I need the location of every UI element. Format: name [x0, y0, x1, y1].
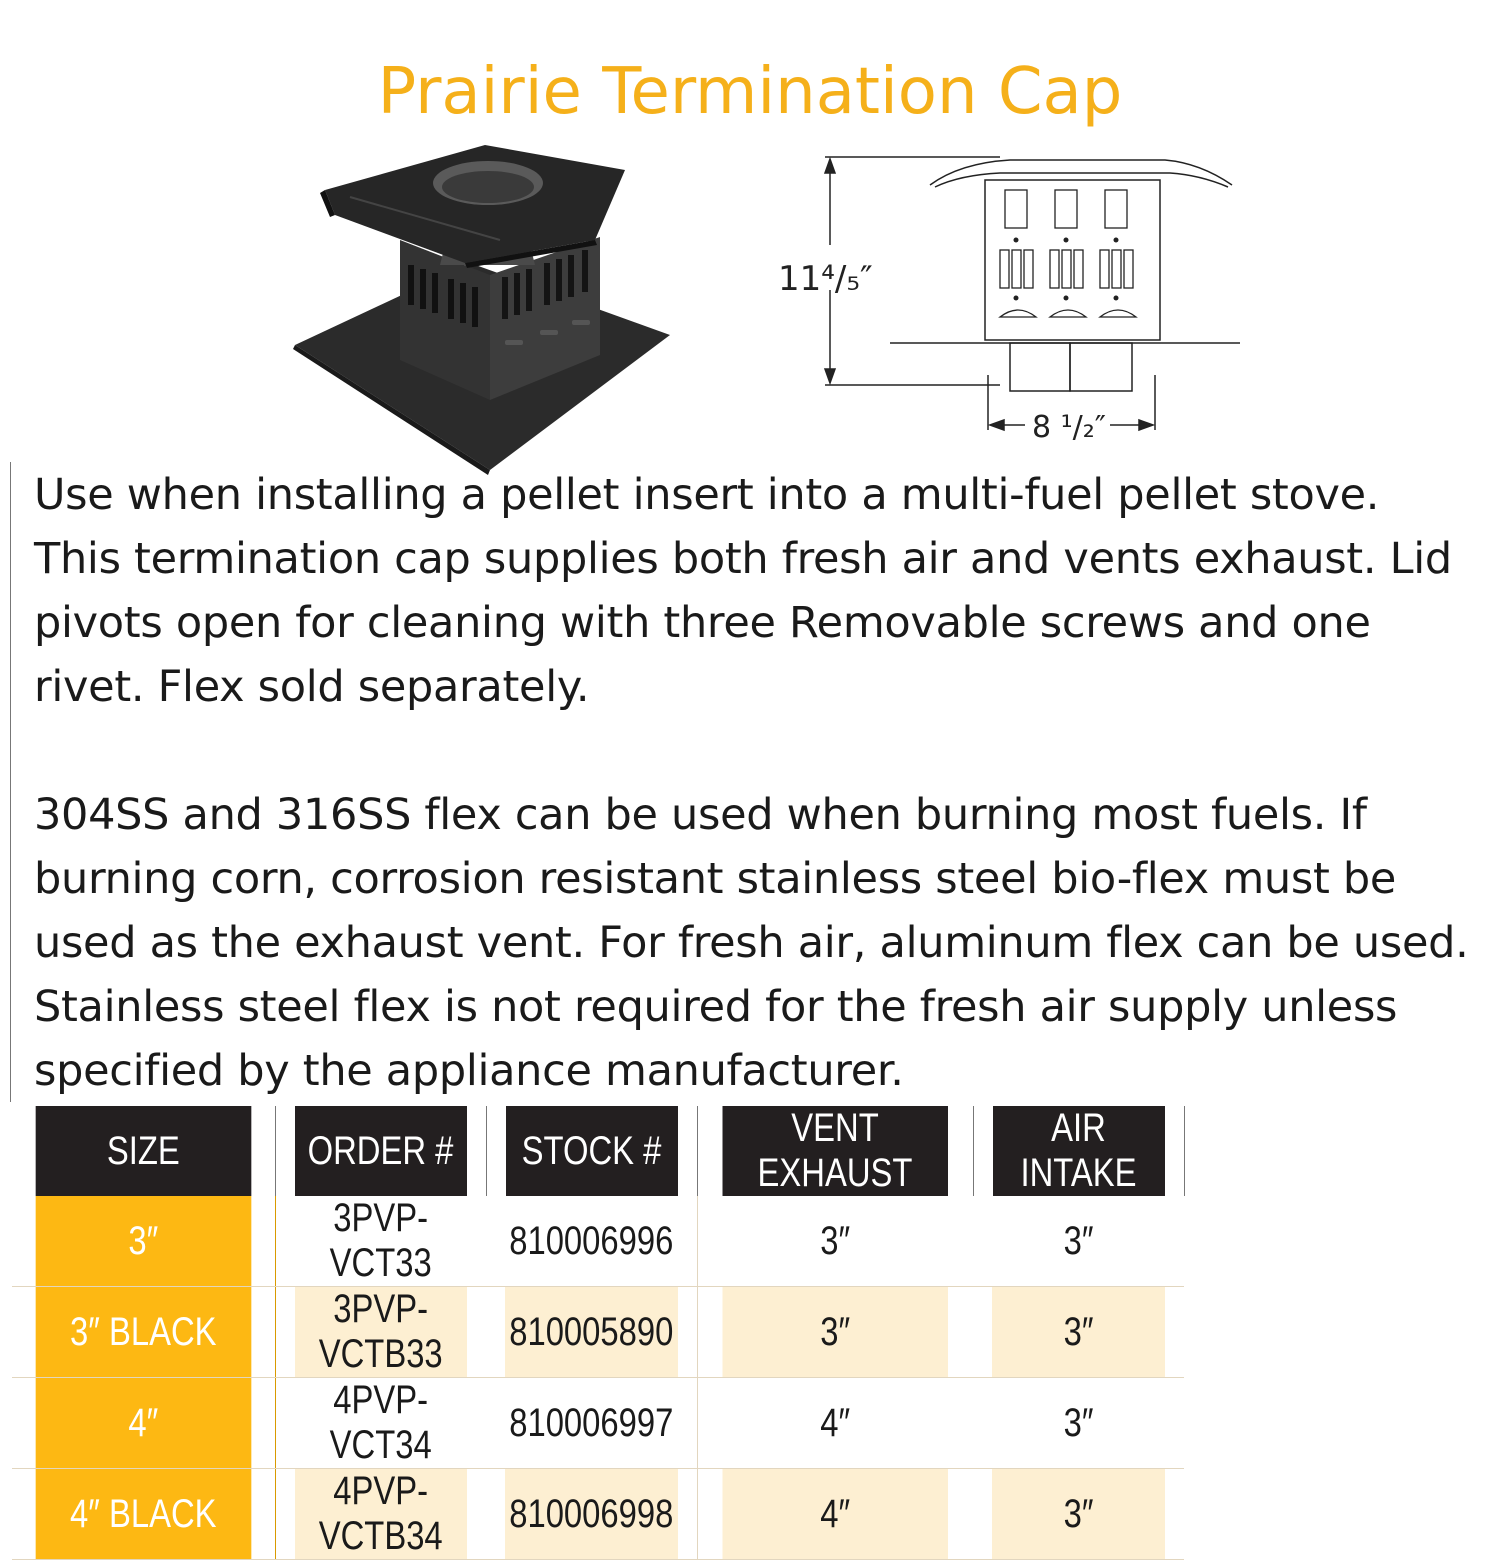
size-cell: 3″	[36, 1196, 252, 1287]
vent-exhaust-cell: 3″	[722, 1287, 948, 1378]
product-photo	[290, 145, 770, 475]
table-row	[12, 1378, 1184, 1469]
specifications-table	[12, 1106, 1185, 1560]
air-intake-cell: 3″	[992, 1287, 1165, 1378]
vent-exhaust-cell: 3″	[722, 1196, 948, 1287]
order-cell: 4PVP-VCT34	[294, 1378, 467, 1469]
header-order: ORDER #	[294, 1106, 467, 1196]
table-row	[12, 1287, 1184, 1378]
stock-cell: 810006997	[505, 1378, 678, 1469]
vent-exhaust-cell: 4″	[722, 1469, 948, 1560]
description	[34, 463, 1474, 1103]
table-header-row	[12, 1106, 1184, 1196]
order-cell: 3PVP-VCTB33	[294, 1287, 467, 1378]
dimension-diagram	[770, 145, 1260, 445]
size-cell: 3″ BLACK	[36, 1287, 252, 1378]
table-row	[12, 1469, 1184, 1560]
stock-cell: 810006996	[505, 1196, 678, 1287]
stock-cell: 810006998	[505, 1469, 678, 1560]
header-vent-exhaust: VENT EXHAUST	[722, 1106, 948, 1196]
size-cell: 4″ BLACK	[36, 1469, 252, 1560]
page-title: Prairie Termination Cap	[377, 55, 1123, 129]
height-dimension-label: 11⁴/₅″	[778, 259, 873, 299]
header-size: SIZE	[36, 1106, 252, 1196]
air-intake-cell: 3″	[992, 1378, 1165, 1469]
header-stock: STOCK #	[505, 1106, 678, 1196]
air-intake-cell: 3″	[992, 1469, 1165, 1560]
divider	[10, 462, 11, 1102]
table-row	[12, 1196, 1184, 1287]
header-air-intake: AIR INTAKE	[992, 1106, 1165, 1196]
stock-cell: 810005890	[505, 1287, 678, 1378]
order-cell: 3PVP-VCT33	[294, 1196, 467, 1287]
vent-exhaust-cell: 4″	[722, 1378, 948, 1469]
description-paragraph-1: Use when installing a pellet insert into a multi-fuel pellet stove. This termination cap supplies both fresh air and vents exhaust. Lid pivots open for cleaning with three Removable screws and one rivet. Flex sold separately.	[34, 470, 1452, 712]
description-paragraph-2: 304SS and 316SS flex can be used when burning most fuels. If burning corn, corrosion resistant stainless steel bio-flex must be used as the exhaust vent. For fresh air, aluminum flex can be used. Stainless steel flex is not required for the fresh air supply unless specified by the appliance manufacturer.	[34, 790, 1469, 1096]
air-intake-cell: 3″	[992, 1196, 1165, 1287]
order-cell: 4PVP-VCTB34	[294, 1469, 467, 1560]
size-cell: 4″	[36, 1378, 252, 1469]
width-dimension-label: 8 ¹/₂″	[1032, 410, 1106, 445]
